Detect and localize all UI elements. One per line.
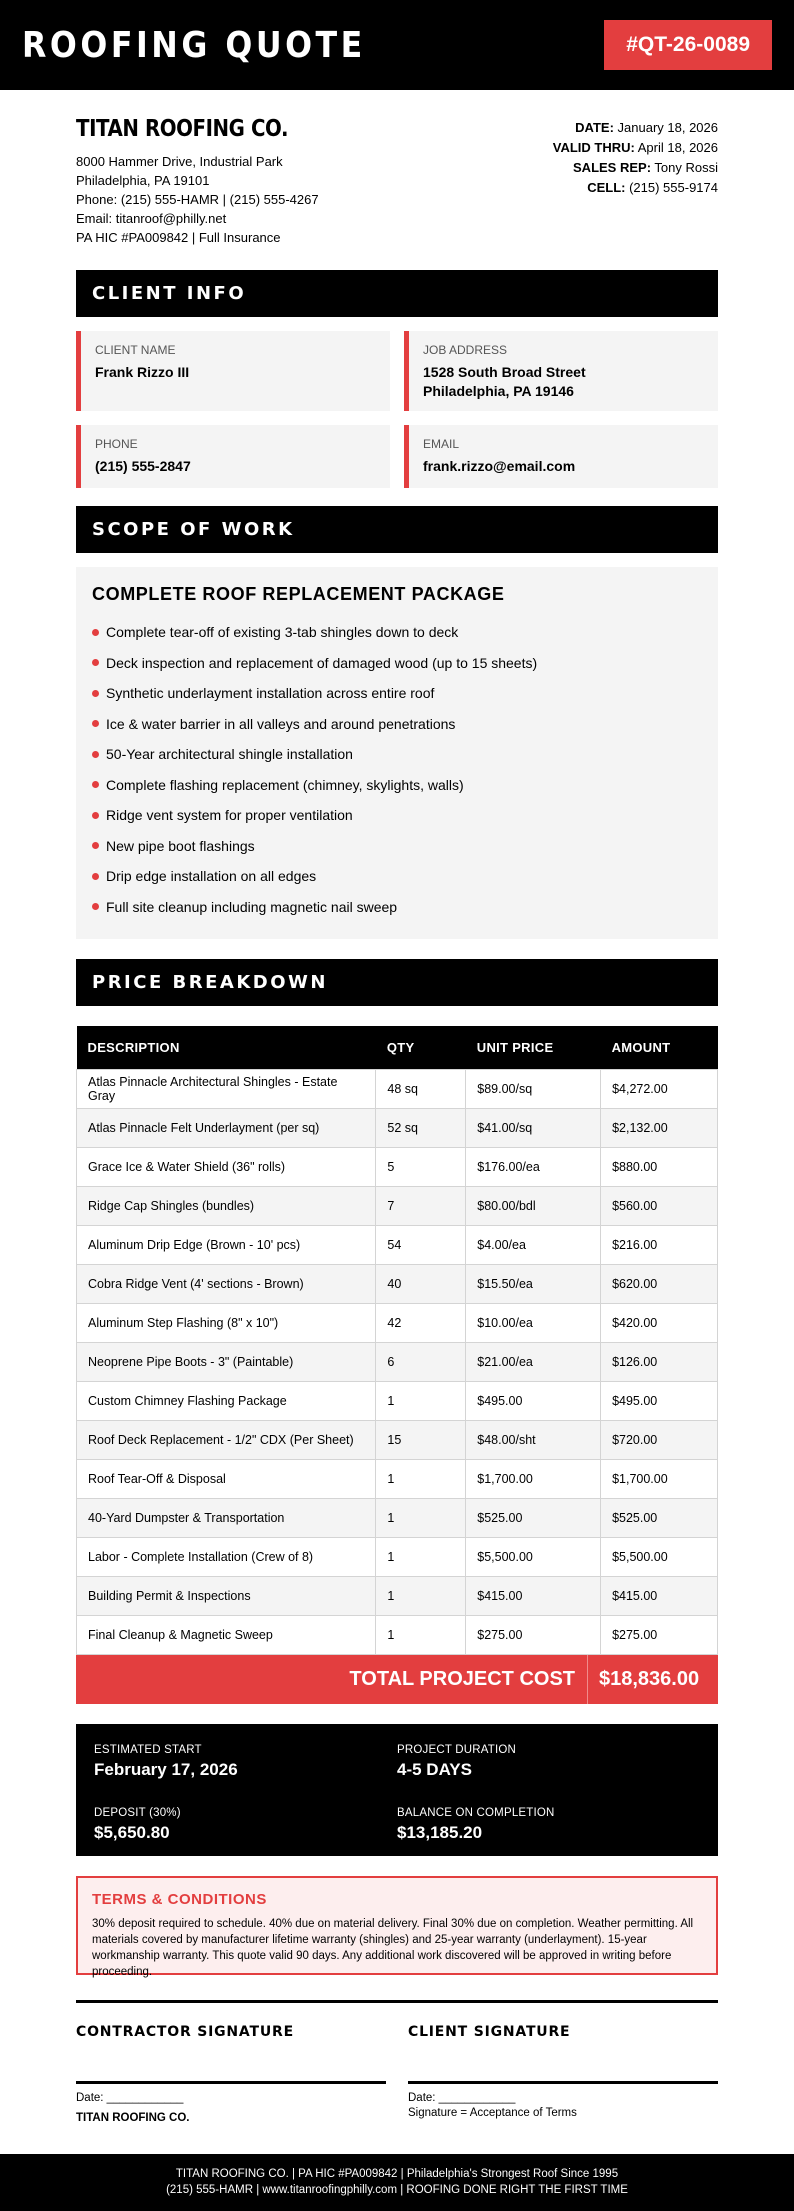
quote-meta	[553, 116, 718, 270]
schedule-label: ESTIMATED START	[94, 1743, 202, 1756]
client-info-heading	[76, 270, 718, 317]
list-item	[92, 648, 702, 679]
schedule-label: PROJECT DURATION	[397, 1743, 517, 1756]
description-cell: Roof Deck Replacement - 1/2" CDX (Per Sheet)	[77, 1420, 376, 1459]
price-header-row	[77, 1026, 718, 1069]
list-item	[92, 861, 702, 892]
unit-price-cell: $10.00/ea	[466, 1303, 601, 1342]
unit-price-cell: $41.00/sq	[466, 1108, 601, 1147]
scope-heading	[76, 506, 718, 553]
total-label: TOTAL PROJECT COST	[76, 1655, 588, 1704]
meta-value: January 18, 2026	[617, 120, 718, 135]
scope-item-text: Ice & water barrier in all valleys and around penetrations	[106, 715, 456, 732]
quote-header	[0, 0, 794, 90]
quote-number-badge: #QT-26-0089	[604, 20, 772, 70]
description-cell: Roof Tear-Off & Disposal	[77, 1459, 376, 1498]
job-address-card	[404, 331, 718, 411]
company-name: TITAN ROOFING CO.	[76, 116, 289, 142]
table-row	[77, 1303, 718, 1342]
unit-price-cell: $4.00/ea	[466, 1225, 601, 1264]
terms-box	[76, 1876, 718, 1978]
bullet-icon	[92, 842, 99, 849]
table-row	[77, 1381, 718, 1420]
scope-item-text: 50-Year architectural shingle installation	[106, 746, 353, 763]
description-cell: Grace Ice & Water Shield (36" rolls)	[77, 1147, 376, 1186]
section-title: PRICE BREAKDOWN	[92, 972, 328, 993]
scope-item-text: Full site cleanup including magnetic nail sweep	[106, 898, 398, 915]
table-row	[77, 1615, 718, 1654]
total-amount: $18,836.00	[599, 1667, 700, 1690]
amount-cell: $275.00	[601, 1615, 718, 1654]
signature-date: Date: ____________	[408, 2091, 516, 2104]
bullet-icon	[92, 690, 99, 697]
amount-cell: $720.00	[601, 1420, 718, 1459]
bullet-icon	[92, 629, 99, 636]
list-item	[92, 678, 702, 709]
scope-item-text: Synthetic underlayment installation across entire roof	[106, 685, 435, 702]
schedule-panel	[76, 1724, 718, 1856]
table-row	[77, 1342, 718, 1381]
meta-label: CELL:	[587, 180, 626, 195]
meta-sales-rep	[553, 158, 718, 178]
meta-value: (215) 555-9174	[629, 180, 718, 195]
table-row	[77, 1498, 718, 1537]
qty-cell: 1	[376, 1615, 466, 1654]
company-address-line2: Philadelphia, PA 19101	[76, 173, 210, 188]
list-item	[92, 709, 702, 740]
scope-item-text: Complete tear-off of existing 3-tab shingles down to deck	[106, 624, 459, 641]
bullet-icon	[92, 781, 99, 788]
company-address-line1: 8000 Hammer Drive, Industrial Park	[76, 154, 283, 169]
table-row	[77, 1186, 718, 1225]
description-cell: Building Permit & Inspections	[77, 1576, 376, 1615]
table-row	[77, 1069, 718, 1108]
qty-cell: 54	[376, 1225, 466, 1264]
company-license: PA HIC #PA009842 | Full Insurance	[76, 230, 281, 245]
list-item	[92, 800, 702, 831]
company-phone: Phone: (215) 555-HAMR | (215) 555-4267	[76, 192, 319, 207]
company-block	[76, 90, 718, 270]
table-row	[77, 1576, 718, 1615]
amount-cell: $126.00	[601, 1342, 718, 1381]
amount-cell: $2,132.00	[601, 1108, 718, 1147]
card-label: JOB ADDRESS	[423, 343, 508, 357]
description-cell: Aluminum Drip Edge (Brown - 10' pcs)	[77, 1225, 376, 1264]
amount-cell: $495.00	[601, 1381, 718, 1420]
schedule-value: February 17, 2026	[94, 1759, 238, 1779]
table-row	[77, 1108, 718, 1147]
bullet-icon	[92, 720, 99, 727]
page-footer	[0, 2154, 794, 2211]
signature-line[interactable]	[408, 2081, 718, 2119]
description-cell: Cobra Ridge Vent (4' sections - Brown)	[77, 1264, 376, 1303]
page-title: ROOFING QUOTE	[22, 24, 366, 66]
scope-item-text: Ridge vent system for proper ventilation	[106, 807, 353, 824]
deposit	[94, 1807, 397, 1856]
client-phone-card	[76, 425, 390, 488]
meta-date	[553, 118, 718, 138]
terms-title: TERMS & CONDITIONS	[92, 1890, 267, 1908]
amount-cell: $620.00	[601, 1264, 718, 1303]
footer-line2: (215) 555-HAMR | www.titanroofingphilly.com | ROOFING DONE RIGHT THE FIRST TIME	[166, 2184, 628, 2196]
qty-cell: 1	[376, 1498, 466, 1537]
signature-line[interactable]	[76, 2081, 386, 2124]
company-email: Email: titanroof@philly.net	[76, 211, 227, 226]
client-name-card	[76, 331, 390, 411]
column-header: QTY	[376, 1026, 466, 1069]
estimated-start	[94, 1744, 397, 1793]
qty-cell: 40	[376, 1264, 466, 1303]
unit-price-cell: $80.00/bdl	[466, 1186, 601, 1225]
scope-item-text: Complete flashing replacement (chimney, skylights, walls)	[106, 776, 464, 793]
contractor-name: TITAN ROOFING CO.	[76, 2111, 190, 2124]
unit-price-cell: $275.00	[466, 1615, 601, 1654]
qty-cell: 48 sq	[376, 1069, 466, 1108]
qty-cell: 42	[376, 1303, 466, 1342]
meta-valid-thru	[553, 138, 718, 158]
package-title: COMPLETE ROOF REPLACEMENT PACKAGE	[92, 584, 505, 604]
column-header: AMOUNT	[601, 1026, 718, 1069]
signature-title: CONTRACTOR SIGNATURE	[76, 2023, 294, 2040]
amount-cell: $5,500.00	[601, 1537, 718, 1576]
amount-cell: $216.00	[601, 1225, 718, 1264]
client-phone: (215) 555-2847	[95, 458, 191, 474]
card-label: EMAIL	[423, 437, 460, 451]
bullet-icon	[92, 873, 99, 880]
job-address-line1: 1528 South Broad Street	[423, 364, 586, 380]
unit-price-cell: $15.50/ea	[466, 1264, 601, 1303]
unit-price-cell: $525.00	[466, 1498, 601, 1537]
qty-cell: 15	[376, 1420, 466, 1459]
qty-cell: 52 sq	[376, 1108, 466, 1147]
scope-item-text: New pipe boot flashings	[106, 837, 255, 854]
section-title: SCOPE OF WORK	[92, 519, 295, 540]
qty-cell: 1	[376, 1459, 466, 1498]
qty-cell: 5	[376, 1147, 466, 1186]
description-cell: Atlas Pinnacle Felt Underlayment (per sq)	[77, 1108, 376, 1147]
signature-date: Date: ____________	[76, 2091, 184, 2104]
footer-line1: TITAN ROOFING CO. | PA HIC #PA009842 | Philadelphia's Strongest Roof Since 1995	[175, 2168, 619, 2180]
bullet-icon	[92, 751, 99, 758]
qty-cell: 7	[376, 1186, 466, 1225]
terms-text: 30% deposit required to schedule. 40% due on material delivery. Final 30% due on completion. Weather permitting. All materials covered by manufacturer lifetime warranty (shingles) and 25-year warranty (underlayment). 15-year workmanship warranty. This quote valid 90 days. Any additional work discovered will be approved in writing before proceeding.	[92, 1917, 694, 1978]
unit-price-cell: $415.00	[466, 1576, 601, 1615]
description-cell: Custom Chimney Flashing Package	[77, 1381, 376, 1420]
price-body	[77, 1069, 718, 1654]
card-label: CLIENT NAME	[95, 343, 176, 357]
schedule-value: 4-5 DAYS	[397, 1759, 472, 1779]
column-header: DESCRIPTION	[77, 1026, 376, 1069]
list-item	[92, 617, 702, 648]
client-email: frank.rizzo@email.com	[423, 458, 576, 474]
schedule-value: $5,650.80	[94, 1822, 170, 1842]
table-row	[77, 1537, 718, 1576]
contractor-signature	[76, 2024, 386, 2124]
schedule-value: $13,185.20	[397, 1822, 483, 1842]
description-cell: Final Cleanup & Magnetic Sweep	[77, 1615, 376, 1654]
amount-cell: $4,272.00	[601, 1069, 718, 1108]
client-name: Frank Rizzo III	[95, 364, 190, 380]
total-row	[76, 1655, 718, 1704]
amount-cell: $420.00	[601, 1303, 718, 1342]
table-row	[77, 1264, 718, 1303]
table-row	[77, 1420, 718, 1459]
description-cell: Neoprene Pipe Boots - 3" (Paintable)	[77, 1342, 376, 1381]
scope-list	[92, 617, 702, 922]
amount-cell: $415.00	[601, 1576, 718, 1615]
client-info-grid	[76, 331, 718, 488]
job-address-line2: Philadelphia, PA 19146	[423, 383, 574, 399]
project-duration	[397, 1744, 700, 1793]
amount-cell: $560.00	[601, 1186, 718, 1225]
list-item	[92, 770, 702, 801]
scope-panel	[76, 567, 718, 939]
client-email-card	[404, 425, 718, 488]
price-table	[76, 1026, 718, 1655]
company-info	[76, 116, 323, 270]
qty-cell: 1	[376, 1381, 466, 1420]
description-cell: Aluminum Step Flashing (8" x 10")	[77, 1303, 376, 1342]
price-heading	[76, 959, 718, 1006]
signature-title: CLIENT SIGNATURE	[408, 2023, 571, 2040]
unit-price-cell: $21.00/ea	[466, 1342, 601, 1381]
list-item	[92, 831, 702, 862]
table-row	[77, 1225, 718, 1264]
column-header: UNIT PRICE	[466, 1026, 601, 1069]
quote-body	[0, 90, 794, 2124]
table-row	[77, 1147, 718, 1186]
unit-price-cell: $89.00/sq	[466, 1069, 601, 1108]
unit-price-cell: $48.00/sht	[466, 1420, 601, 1459]
unit-price-cell: $5,500.00	[466, 1537, 601, 1576]
meta-label: VALID THRU:	[552, 140, 635, 155]
description-cell: Atlas Pinnacle Architectural Shingles - Estate Gray	[77, 1069, 376, 1108]
description-cell: Labor - Complete Installation (Crew of 8)	[77, 1537, 376, 1576]
amount-cell: $525.00	[601, 1498, 718, 1537]
bullet-icon	[92, 812, 99, 819]
schedule-label: BALANCE ON COMPLETION	[397, 1806, 555, 1819]
amount-cell: $1,700.00	[601, 1459, 718, 1498]
qty-cell: 6	[376, 1342, 466, 1381]
bullet-icon	[92, 659, 99, 666]
signature-section	[76, 2000, 718, 2124]
meta-value: April 18, 2026	[637, 140, 718, 155]
scope-item-text: Deck inspection and replacement of damaged wood (up to 15 sheets)	[106, 654, 538, 671]
qty-cell: 1	[376, 1537, 466, 1576]
unit-price-cell: $495.00	[466, 1381, 601, 1420]
balance	[397, 1807, 700, 1856]
acceptance-note: Signature = Acceptance of Terms	[408, 2106, 577, 2119]
list-item	[92, 892, 702, 923]
amount-cell: $880.00	[601, 1147, 718, 1186]
meta-label: SALES REP:	[573, 160, 652, 175]
bullet-icon	[92, 903, 99, 910]
description-cell: Ridge Cap Shingles (bundles)	[77, 1186, 376, 1225]
card-label: PHONE	[95, 437, 138, 451]
meta-value: Tony Rossi	[654, 160, 718, 175]
meta-cell	[553, 178, 718, 198]
qty-cell: 1	[376, 1576, 466, 1615]
meta-label: DATE:	[575, 120, 614, 135]
description-cell: 40-Yard Dumpster & Transportation	[77, 1498, 376, 1537]
section-title: CLIENT INFO	[92, 283, 247, 304]
client-signature	[408, 2024, 718, 2124]
table-row	[77, 1459, 718, 1498]
unit-price-cell: $1,700.00	[466, 1459, 601, 1498]
scope-item-text: Drip edge installation on all edges	[106, 868, 317, 885]
unit-price-cell: $176.00/ea	[466, 1147, 601, 1186]
list-item	[92, 739, 702, 770]
schedule-label: DEPOSIT (30%)	[94, 1806, 181, 1819]
